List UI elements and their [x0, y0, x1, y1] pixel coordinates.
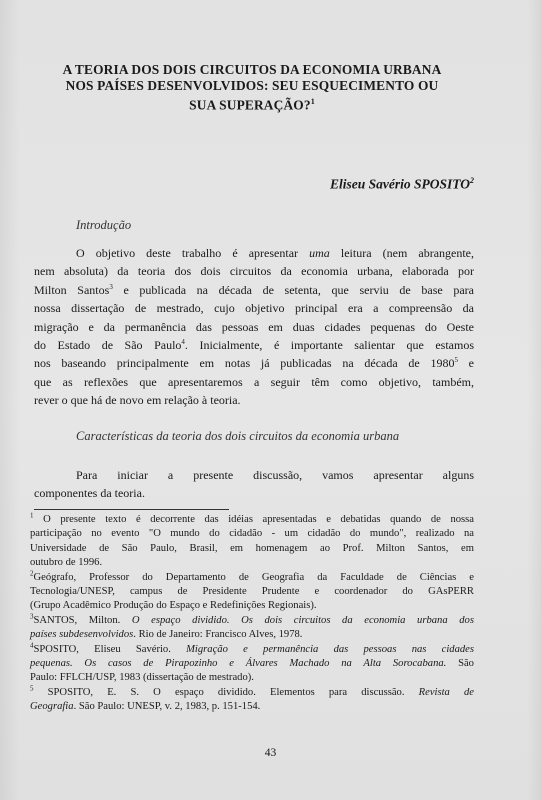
footnote-ref-3: 3: [109, 282, 113, 291]
footnote-4-title-cont: pequenas. Os casos de Pirapozinho e Álvares Machado na Alta Sorocabana.: [30, 658, 447, 670]
footnote-5-journal: Revista de: [418, 686, 474, 698]
footnote-4-marker: 4: [30, 641, 34, 650]
footnote-3: [30, 614, 474, 643]
footnote-divider: [34, 509, 229, 510]
footnote-3-publisher: . Rio de Janeiro: Francisco Alves, 1978.: [133, 629, 303, 641]
intro-line-7-b: e: [457, 356, 475, 371]
intro-line-3-a: Milton Santos: [34, 282, 110, 297]
intro-line-1-a: O objetivo deste trabalho é apresentar: [76, 246, 299, 260]
footnote-1-line-2: participação no evento "O mundo do cidadão - um cidadão do mundo", realizado na: [30, 528, 474, 540]
intro-line-9: rever o que há de novo em relação à teoria.: [34, 393, 241, 408]
intro-line-7-a: nos baseando principalmente em notas já publicadas na década de 1980: [34, 356, 455, 371]
footnote-3-line-1: [30, 614, 474, 628]
article-title: [28, 62, 476, 113]
footnote-ref-4: 4: [181, 338, 185, 347]
footnote-1-line-3: Universidade de São Paulo, Brasil, em homenagem ao Prof. Milton Santos, em: [30, 542, 474, 554]
footnote-5: [30, 686, 474, 715]
intro-line-1: [34, 244, 474, 262]
footnote-1-text-1: O presente texto é decorrente das idéias apresentadas e debatidas quando de nossa: [33, 514, 474, 525]
title-line-3: [28, 94, 476, 113]
footnote-1-line-1: [30, 513, 474, 527]
intro-line-3-b: e publicada na década de setenta, que serviu de base para: [112, 282, 474, 297]
intro-line-6: [34, 336, 474, 354]
intro-line-1-italic: uma: [309, 246, 330, 260]
footnote-2: [30, 571, 474, 614]
intro-paragraph: [34, 244, 474, 410]
footnote-5-marker: 5: [30, 684, 34, 693]
footnote-3-marker: 3: [30, 612, 34, 621]
footnote-2-text-1: Geógrafo, Professor do Departamento de Geografia da Faculdade de Ciências e: [33, 571, 474, 583]
characteristics-line-2: componentes da teoria.: [34, 486, 145, 501]
footnote-2-line-2: Tecnologia/UNESP, campus de Presidente Prudente e coordenador do GAsPERR: [30, 586, 474, 598]
footnote-3-title: O espaço dividido. Os dois circuitos da economia urbana dos: [131, 614, 474, 626]
footnote-5-line-2: [30, 700, 474, 714]
section-heading-characteristics: Características da teoria dos dois circuitos da economia urbana: [76, 429, 400, 443]
intro-line-4: nossa dissertação de mestrado, cujo objetivo principal era a compreensão da: [34, 301, 474, 316]
intro-line-6-a: do Estado de São Paulo: [34, 338, 182, 353]
footnote-2-marker: 2: [30, 569, 34, 578]
author-name-text: Eliseu Savério SPOSITO: [329, 176, 470, 192]
footnote-2-line-3: (Grupo Acadêmico Produção do Espaço e Redefinições Regionais).: [30, 600, 317, 612]
footnote-4-line-2: [30, 657, 474, 671]
page-number: 43: [264, 747, 277, 759]
intro-line-3: [34, 281, 474, 299]
characteristics-paragraph: [34, 466, 474, 503]
characteristics-line-1: Para iniciar a presente discussão, vamos apresentar alguns: [76, 468, 474, 482]
footnotes: [30, 513, 474, 715]
footnote-4-title: Migração e permanência das pessoas nas cidades: [186, 643, 475, 655]
footnote-2-line-1: [30, 571, 474, 585]
footnote-3-line-2: [30, 628, 474, 642]
intro-line-8: que as reflexões que apresentaremos a seguir têm como objetivo, também,: [34, 374, 474, 389]
footnote-3-title-cont: países subdesenvolvidos: [30, 629, 134, 641]
title-footnote-ref: 1: [310, 97, 315, 106]
footnote-3-author: SANTOS, Milton.: [33, 614, 121, 626]
author-footnote-ref: 2: [470, 176, 474, 185]
footnote-4-line-3: Paulo: FFLCH/USP, 1983 (dissertação de mestrado).: [30, 672, 254, 684]
footnote-4-line-1: [30, 643, 474, 657]
title-line-2: NOS PAÍSES DESENVOLVIDOS: SEU ESQUECIMENTO OU: [65, 78, 439, 93]
footnote-4-city: São: [446, 658, 474, 670]
intro-line-1-b: leitura (nem abrangente,: [340, 246, 475, 260]
title-line-1: A TEORIA DOS DOIS CIRCUITOS DA ECONOMIA URBANA: [62, 62, 442, 77]
footnote-5-journal-cont: Geografia: [30, 701, 74, 713]
footnote-1: [30, 513, 474, 571]
title-line-3-text: SUA SUPERAÇÃO?: [189, 97, 311, 113]
footnote-5-publisher: . São Paulo: UNESP, v. 2, 1983, p. 151-154.: [73, 701, 261, 713]
intro-line-7: [34, 354, 474, 372]
footnote-4: [30, 643, 474, 686]
author-name: [330, 176, 474, 193]
footnote-5-line-1: [30, 686, 474, 700]
intro-line-5: migração e da permanência das pessoas em duas cidades pequenas do Oeste: [34, 319, 474, 334]
footnote-5-author: SPOSITO, E. S. O espaço dividido. Elementos para discussão.: [33, 686, 405, 698]
intro-line-2: nem absoluta) da teoria dos dois circuitos da economia urbana, elaborada por: [34, 264, 474, 279]
intro-line-6-b: . Inicialmente, é importante salientar que estamos: [184, 338, 474, 353]
section-heading-introduction: Introdução: [76, 218, 132, 232]
footnote-4-author: SPOSITO, Eliseu Savério.: [33, 643, 171, 655]
footnote-1-marker: 1: [30, 511, 34, 520]
footnote-1-line-4: outubro de 1996.: [30, 557, 103, 569]
footnote-ref-5: 5: [454, 356, 458, 365]
